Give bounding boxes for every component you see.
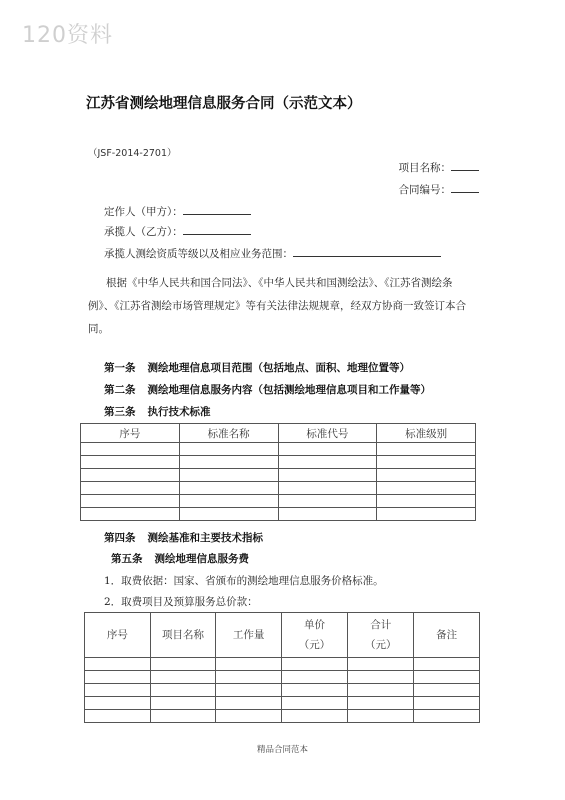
table-cell[interactable]	[278, 495, 377, 508]
qualification-line	[104, 246, 441, 261]
table-cell[interactable]	[179, 456, 278, 469]
table-cell[interactable]	[150, 697, 216, 710]
table-cell[interactable]	[150, 671, 216, 684]
table-cell[interactable]	[216, 710, 282, 723]
table-cell[interactable]	[179, 508, 278, 521]
table-cell[interactable]	[81, 456, 180, 469]
qualification-label: 承揽人测绘资质等级以及相应业务范围：	[104, 248, 293, 260]
table-cell[interactable]	[179, 443, 278, 456]
table-cell[interactable]	[348, 697, 414, 710]
article-2	[104, 382, 431, 397]
table-cell[interactable]	[179, 482, 278, 495]
table-cell[interactable]	[377, 495, 476, 508]
contract-no-blank[interactable]	[451, 182, 479, 193]
party-a-line	[104, 204, 251, 219]
table-header-cell: 序号	[85, 613, 151, 658]
table-header-cell: 备注	[414, 613, 480, 658]
table-cell[interactable]	[179, 469, 278, 482]
table-header-row	[85, 613, 480, 658]
article-2-number: 第二条	[104, 384, 136, 396]
table-cell[interactable]	[150, 710, 216, 723]
table-cell[interactable]	[377, 443, 476, 456]
total-label: 合计	[370, 619, 392, 631]
party-a-label: 定作人（甲方）：	[104, 206, 183, 218]
table-cell[interactable]	[278, 508, 377, 521]
table-cell[interactable]	[85, 684, 151, 697]
table-cell[interactable]	[281, 671, 347, 684]
intro-paragraph: 根据《中华人民共和国合同法》、《中华人民共和国测绘法》、《江苏省测绘条例》、《江苏省测绘市场管理规定》等有关法律法规规章，经双方协商一致签订本合同。	[88, 277, 466, 335]
table-cell[interactable]	[278, 456, 377, 469]
article-5-number: 第五条	[111, 553, 143, 565]
article-1	[104, 360, 410, 375]
table-row	[81, 495, 476, 508]
table-row	[85, 710, 480, 723]
table-cell[interactable]	[150, 684, 216, 697]
table-cell[interactable]	[150, 658, 216, 671]
table-cell[interactable]	[278, 482, 377, 495]
table-header-row	[81, 424, 476, 443]
table-cell[interactable]	[179, 495, 278, 508]
contract-no-line	[399, 182, 480, 197]
table-cell[interactable]	[85, 697, 151, 710]
table-header-cell: 标准代号	[278, 424, 377, 443]
project-name-blank[interactable]	[451, 160, 479, 171]
unit-price-label: 单价	[304, 619, 326, 631]
table-cell[interactable]	[81, 482, 180, 495]
article-5	[111, 551, 249, 566]
unit-price-unit: （元）	[298, 639, 331, 651]
table-cell[interactable]	[85, 710, 151, 723]
table-cell[interactable]	[414, 684, 480, 697]
table-row	[81, 456, 476, 469]
table-cell[interactable]	[278, 469, 377, 482]
table-cell[interactable]	[85, 658, 151, 671]
standards-table-body	[81, 443, 476, 521]
table-row	[85, 684, 480, 697]
fee-items-item: 2．取费项目及预算服务总价款：	[104, 596, 258, 608]
party-b-label: 承揽人（乙方）：	[104, 226, 183, 238]
fee-table	[84, 612, 480, 723]
document-title: 江苏省测绘地理信息服务合同（示范文本）	[86, 96, 362, 112]
party-b-blank[interactable]	[183, 224, 251, 235]
party-b-line	[104, 224, 251, 239]
table-cell[interactable]	[348, 658, 414, 671]
table-header-cell: 项目名称	[150, 613, 216, 658]
table-cell[interactable]	[377, 482, 476, 495]
table-cell[interactable]	[414, 658, 480, 671]
fee-basis-item: 1．取费依据：国家、省颁布的测绘地理信息服务价格标准。	[104, 575, 384, 587]
article-3	[104, 404, 211, 419]
article-4-text: 测绘基准和主要技术指标	[147, 532, 263, 544]
project-name-label: 项目名称：	[398, 162, 451, 174]
table-cell[interactable]	[85, 671, 151, 684]
article-5-text: 测绘地理信息服务费	[154, 553, 249, 565]
table-cell[interactable]	[281, 684, 347, 697]
page-footer: 精品合同范本	[256, 745, 308, 755]
table-cell[interactable]	[414, 697, 480, 710]
table-row	[81, 508, 476, 521]
table-header-cell: 标准级别	[377, 424, 476, 443]
article-1-text: 测绘地理信息项目范围（包括地点、面积、地理位置等）	[147, 362, 410, 374]
table-header-cell: 标准名称	[179, 424, 278, 443]
table-row	[81, 469, 476, 482]
table-cell[interactable]	[377, 456, 476, 469]
table-cell[interactable]	[281, 697, 347, 710]
table-cell[interactable]	[216, 684, 282, 697]
standards-table	[80, 423, 476, 521]
table-cell[interactable]	[81, 443, 180, 456]
fee-table-body	[85, 658, 480, 723]
table-row	[85, 658, 480, 671]
table-cell[interactable]	[81, 469, 180, 482]
table-cell[interactable]	[281, 710, 347, 723]
table-cell[interactable]	[81, 508, 180, 521]
table-row	[81, 482, 476, 495]
qualification-blank[interactable]	[293, 246, 441, 257]
article-3-number: 第三条	[104, 406, 136, 418]
table-cell[interactable]	[348, 671, 414, 684]
table-cell[interactable]	[216, 671, 282, 684]
party-a-blank[interactable]	[183, 204, 251, 215]
article-4-number: 第四条	[104, 532, 136, 544]
table-header-cell: 工作量	[216, 613, 282, 658]
article-1-number: 第一条	[104, 362, 136, 374]
table-cell[interactable]	[216, 658, 282, 671]
table-header-cell	[348, 613, 414, 658]
table-cell[interactable]	[414, 710, 480, 723]
table-cell[interactable]	[81, 495, 180, 508]
table-cell[interactable]	[278, 443, 377, 456]
table-cell[interactable]	[377, 469, 476, 482]
table-row	[85, 671, 480, 684]
table-cell[interactable]	[348, 684, 414, 697]
table-cell[interactable]	[348, 710, 414, 723]
table-cell[interactable]	[281, 658, 347, 671]
article-2-text: 测绘地理信息服务内容（包括测绘地理信息项目和工作量等）	[147, 384, 431, 396]
table-row	[85, 697, 480, 710]
contract-no-label: 合同编号：	[398, 184, 451, 196]
table-header-cell	[281, 613, 347, 658]
watermark-text: 120资料	[22, 23, 113, 48]
article-4	[104, 530, 263, 545]
total-unit: （元）	[364, 639, 397, 651]
article-3-text: 执行技术标准	[147, 406, 211, 418]
table-cell[interactable]	[216, 697, 282, 710]
table-row	[81, 443, 476, 456]
table-cell[interactable]	[377, 508, 476, 521]
table-header-cell: 序号	[81, 424, 180, 443]
project-name-line	[399, 160, 480, 175]
document-code: （JSF-2014-2701）	[88, 148, 177, 159]
table-cell[interactable]	[414, 671, 480, 684]
